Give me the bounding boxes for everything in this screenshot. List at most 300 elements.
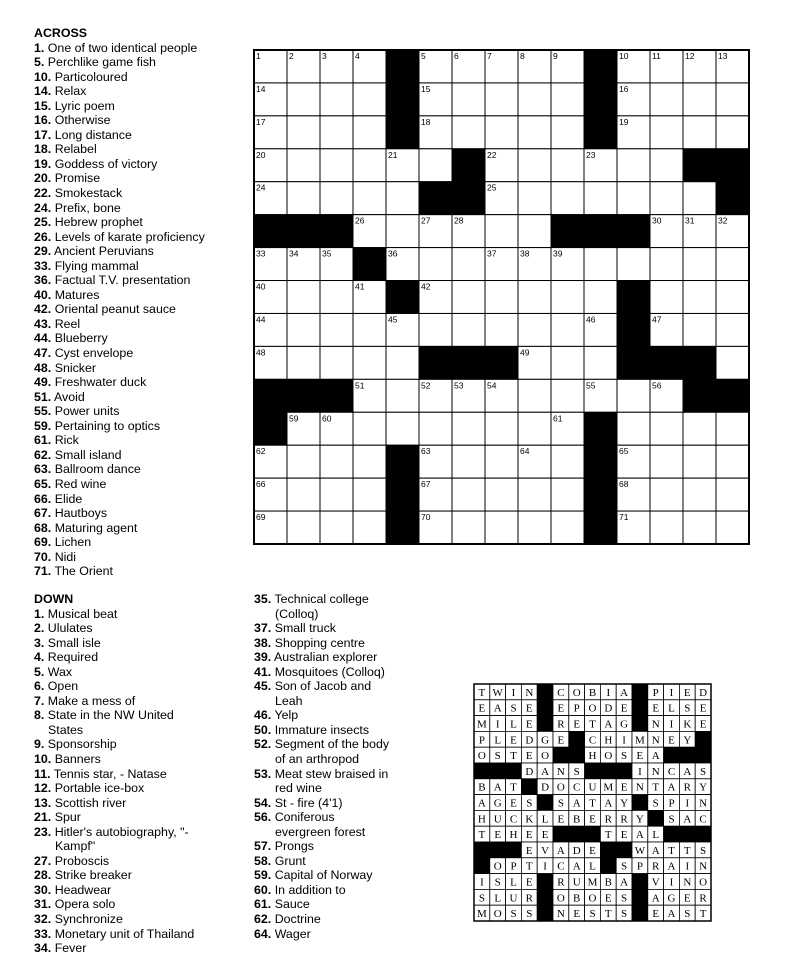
grid-cell[interactable] <box>353 346 386 379</box>
grid-cell[interactable] <box>518 116 551 149</box>
grid-cell[interactable] <box>518 412 551 445</box>
grid-cell[interactable] <box>683 281 716 314</box>
grid-cell[interactable] <box>683 445 716 478</box>
grid-cell[interactable] <box>584 281 617 314</box>
grid-cell[interactable] <box>452 511 485 544</box>
clue-number: 41. <box>254 664 272 679</box>
clue[interactable] <box>34 55 205 70</box>
grid-cell[interactable] <box>716 412 749 445</box>
clue[interactable] <box>254 854 389 869</box>
grid-cell[interactable] <box>617 149 650 182</box>
clue[interactable] <box>34 201 205 216</box>
grid-cell[interactable] <box>518 511 551 544</box>
clue[interactable] <box>34 535 205 550</box>
solution-black-square <box>585 826 601 842</box>
grid-cell[interactable] <box>320 281 353 314</box>
clue-text: Oriental peanut sauce <box>54 302 176 317</box>
grid-cell[interactable] <box>419 248 452 281</box>
black-square <box>452 346 485 379</box>
grid-cell[interactable] <box>287 149 320 182</box>
grid-cell[interactable] <box>518 182 551 215</box>
clue-text: Lichen <box>54 535 92 550</box>
grid-cell[interactable] <box>584 346 617 379</box>
across-clue-list <box>34 41 205 579</box>
solution-letter: A <box>556 844 565 857</box>
grid-cell[interactable] <box>386 412 419 445</box>
clue[interactable] <box>34 708 194 737</box>
grid-cell[interactable] <box>386 215 419 248</box>
clue[interactable] <box>34 259 205 274</box>
clue-text: Cyst envelope <box>54 346 134 361</box>
clue[interactable] <box>34 171 205 186</box>
grid-cell[interactable] <box>683 412 716 445</box>
grid-cell[interactable] <box>485 116 518 149</box>
clue[interactable] <box>34 752 194 767</box>
clue-text: Make a mess of <box>47 693 136 708</box>
clue[interactable] <box>34 564 205 579</box>
solution-black-square <box>474 858 490 874</box>
grid-cell[interactable] <box>716 445 749 478</box>
clue-number: 12. <box>34 781 52 796</box>
clue-number: 1. <box>34 40 45 55</box>
solution-letter: E <box>620 781 628 794</box>
grid-cell[interactable] <box>518 313 551 346</box>
grid-cell[interactable] <box>485 511 518 544</box>
clue-number: 28. <box>34 868 52 883</box>
clue[interactable] <box>34 84 205 99</box>
clue[interactable] <box>34 230 205 245</box>
solution-letter: B <box>478 781 486 794</box>
grid-cell[interactable] <box>617 248 650 281</box>
clue-number: 7. <box>34 693 45 708</box>
cell-number: 34 <box>289 248 299 259</box>
grid-cell[interactable] <box>716 248 749 281</box>
clue[interactable] <box>34 128 205 143</box>
solution-letter: P <box>652 686 659 699</box>
solution-letter: S <box>621 892 628 905</box>
grid-cell[interactable] <box>683 478 716 511</box>
grid-cell[interactable] <box>419 412 452 445</box>
clue[interactable] <box>34 781 194 796</box>
grid-cell[interactable] <box>716 83 749 116</box>
cell-number: 22 <box>487 149 497 160</box>
solution-letter: I <box>669 718 674 731</box>
grid-cell[interactable] <box>353 182 386 215</box>
clue[interactable] <box>34 796 194 811</box>
grid-cell[interactable] <box>485 215 518 248</box>
solution-letter: S <box>684 908 691 921</box>
solution-letter: A <box>620 686 629 699</box>
solution-letter: M <box>477 908 487 921</box>
clue[interactable] <box>34 419 205 434</box>
solution-letter: E <box>699 718 707 731</box>
grid-cell[interactable] <box>650 412 683 445</box>
grid-cell[interactable] <box>287 478 320 511</box>
grid-cell[interactable] <box>716 313 749 346</box>
clue[interactable] <box>34 404 205 419</box>
clue[interactable] <box>34 375 205 390</box>
clue[interactable] <box>34 506 205 521</box>
grid-cell[interactable] <box>716 116 749 149</box>
grid-cell[interactable] <box>485 83 518 116</box>
grid-cell[interactable] <box>683 248 716 281</box>
grid-cell[interactable] <box>353 511 386 544</box>
clue[interactable] <box>254 912 389 927</box>
grid-cell[interactable] <box>386 182 419 215</box>
crossword-grid[interactable] <box>253 49 750 545</box>
clue-number: 63. <box>34 462 52 477</box>
clue[interactable] <box>34 492 205 507</box>
clue[interactable] <box>254 708 389 723</box>
grid-cell[interactable] <box>287 445 320 478</box>
clue[interactable] <box>34 694 194 709</box>
grid-cell[interactable] <box>452 116 485 149</box>
grid-cell[interactable] <box>551 83 584 116</box>
solution-letter: E <box>620 829 628 842</box>
grid-cell[interactable] <box>683 182 716 215</box>
clue-text: Open <box>47 679 79 694</box>
clue-number: 58. <box>254 853 272 868</box>
clue-number: 18. <box>34 142 52 157</box>
clue[interactable] <box>34 810 194 825</box>
grid-cell[interactable] <box>452 445 485 478</box>
clue-number: 56. <box>254 810 272 825</box>
cell-number: 23 <box>586 149 596 160</box>
solution-letter: S <box>478 892 485 905</box>
grid-cell[interactable] <box>320 478 353 511</box>
grid-cell[interactable] <box>551 379 584 412</box>
grid-cell[interactable] <box>716 511 749 544</box>
grid-cell[interactable] <box>650 281 683 314</box>
clue[interactable] <box>34 825 194 854</box>
grid-cell[interactable] <box>716 478 749 511</box>
grid-cell[interactable] <box>650 445 683 478</box>
solution-black-square <box>537 874 553 890</box>
solution-letter: O <box>477 750 486 763</box>
solution-letter: P <box>478 734 485 747</box>
grid-cell[interactable] <box>518 281 551 314</box>
solution-letter: S <box>700 844 707 857</box>
cell-number: 45 <box>388 314 398 325</box>
grid-cell[interactable] <box>683 511 716 544</box>
solution-black-square <box>506 842 522 858</box>
clue[interactable] <box>34 157 205 172</box>
down-clue-list-2 <box>254 592 389 941</box>
grid-cell[interactable] <box>584 248 617 281</box>
clue-text: Musical beat <box>47 606 118 621</box>
clue[interactable] <box>254 810 389 839</box>
solution-letter: A <box>635 829 644 842</box>
grid-cell[interactable] <box>287 281 320 314</box>
grid-cell[interactable] <box>287 116 320 149</box>
clue[interactable] <box>34 621 194 636</box>
clue[interactable] <box>254 767 389 796</box>
grid-cell[interactable] <box>386 379 419 412</box>
grid-cell[interactable] <box>551 511 584 544</box>
grid-cell[interactable] <box>551 346 584 379</box>
grid-cell[interactable] <box>551 182 584 215</box>
clue[interactable] <box>34 288 205 303</box>
grid-cell[interactable] <box>287 313 320 346</box>
cell-number: 28 <box>454 215 464 226</box>
grid-cell[interactable] <box>617 182 650 215</box>
clue[interactable] <box>254 927 389 942</box>
grid-cell[interactable] <box>485 313 518 346</box>
solution-letter: E <box>589 813 596 826</box>
black-square <box>584 412 617 445</box>
clue[interactable] <box>34 854 194 869</box>
black-square <box>386 50 419 83</box>
solution-letter: C <box>573 781 581 794</box>
grid-cell[interactable] <box>452 313 485 346</box>
solution-letter: L <box>510 876 517 889</box>
solution-letter: H <box>588 750 597 763</box>
clue[interactable] <box>34 679 194 694</box>
solution-letter: E <box>525 750 533 763</box>
black-square <box>254 379 287 412</box>
solution-letter: P <box>573 702 580 715</box>
grid-cell[interactable] <box>518 478 551 511</box>
clue-text: Banners <box>54 752 101 767</box>
grid-cell[interactable] <box>683 313 716 346</box>
clue[interactable] <box>34 607 194 622</box>
clue[interactable] <box>34 477 205 492</box>
clue-text-continued: States <box>48 722 84 737</box>
grid-cell[interactable] <box>485 478 518 511</box>
grid-cell[interactable] <box>320 511 353 544</box>
grid-cell[interactable] <box>452 83 485 116</box>
black-square <box>386 511 419 544</box>
clue[interactable] <box>34 215 205 230</box>
solution-letter: E <box>683 686 691 699</box>
clue-number: 68. <box>34 520 52 535</box>
cell-number: 30 <box>652 215 662 226</box>
grid-cell[interactable] <box>683 83 716 116</box>
grid-cell[interactable] <box>551 116 584 149</box>
clue[interactable] <box>34 317 205 332</box>
grid-cell[interactable] <box>485 412 518 445</box>
solution-letter: C <box>557 686 565 699</box>
cell-number: 55 <box>586 380 596 391</box>
grid-cell[interactable] <box>551 445 584 478</box>
clue[interactable] <box>34 302 205 317</box>
grid-cell[interactable] <box>551 313 584 346</box>
solution-letter: N <box>651 765 660 778</box>
grid-cell[interactable] <box>353 445 386 478</box>
grid-cell[interactable] <box>320 313 353 346</box>
clue[interactable] <box>254 723 389 738</box>
grid-cell[interactable] <box>650 116 683 149</box>
solution-letter: L <box>494 892 502 905</box>
cell-number: 31 <box>685 215 695 226</box>
solution-letter: A <box>493 781 502 794</box>
grid-cell[interactable] <box>485 281 518 314</box>
grid-cell[interactable] <box>551 149 584 182</box>
solution-letter: T <box>668 844 675 857</box>
clue[interactable] <box>34 868 194 883</box>
solution-letter: D <box>699 686 708 699</box>
clue[interactable] <box>34 113 205 128</box>
clue[interactable] <box>34 767 194 782</box>
grid-cell[interactable] <box>419 313 452 346</box>
grid-cell[interactable] <box>518 215 551 248</box>
solution-letter: A <box>493 702 502 715</box>
clue[interactable] <box>34 273 205 288</box>
clue-number: 16. <box>34 113 52 128</box>
clue[interactable] <box>254 650 389 665</box>
clue[interactable] <box>34 433 205 448</box>
clue[interactable] <box>34 462 205 477</box>
grid-cell[interactable] <box>650 182 683 215</box>
grid-cell[interactable] <box>353 313 386 346</box>
clue[interactable] <box>34 897 194 912</box>
grid-cell[interactable] <box>518 379 551 412</box>
solution-letter: L <box>510 718 517 731</box>
cell-number: 66 <box>256 479 266 490</box>
clue[interactable] <box>34 737 194 752</box>
grid-cell[interactable] <box>320 445 353 478</box>
grid-cell[interactable] <box>650 511 683 544</box>
clue[interactable] <box>34 99 205 114</box>
grid-cell[interactable] <box>353 478 386 511</box>
solution-letter: D <box>604 702 613 715</box>
clue[interactable] <box>254 636 389 651</box>
grid-cell[interactable] <box>353 83 386 116</box>
grid-cell[interactable] <box>584 182 617 215</box>
cell-number: 20 <box>256 149 266 160</box>
grid-cell[interactable] <box>320 182 353 215</box>
clue-text: Lyric poem <box>54 98 115 113</box>
grid-cell[interactable] <box>716 281 749 314</box>
cell-number: 37 <box>487 248 497 259</box>
clue-text: Headwear <box>54 882 112 897</box>
grid-cell[interactable] <box>452 412 485 445</box>
clue[interactable] <box>34 346 205 361</box>
clue-text: Scottish river <box>54 795 127 810</box>
grid-cell[interactable] <box>320 83 353 116</box>
grid-cell[interactable] <box>650 248 683 281</box>
grid-cell[interactable] <box>518 83 551 116</box>
grid-cell[interactable] <box>320 116 353 149</box>
clue[interactable] <box>34 650 194 665</box>
clue-text: Prefix, bone <box>54 200 121 215</box>
grid-cell[interactable] <box>650 83 683 116</box>
clue-number: 59. <box>34 418 52 433</box>
grid-cell[interactable] <box>452 478 485 511</box>
solution-letter: C <box>509 813 518 826</box>
solution-letter: U <box>493 813 502 826</box>
grid-cell[interactable] <box>386 346 419 379</box>
clue[interactable] <box>34 70 205 85</box>
clue[interactable] <box>254 679 389 708</box>
clue[interactable] <box>34 665 194 680</box>
clue[interactable] <box>254 883 389 898</box>
solution-letter: N <box>699 797 708 810</box>
clue[interactable] <box>254 796 389 811</box>
clue[interactable] <box>34 390 205 405</box>
black-square <box>617 215 650 248</box>
clue[interactable] <box>254 737 389 766</box>
clue-number: 66. <box>34 491 52 506</box>
grid-cell[interactable] <box>485 445 518 478</box>
clue[interactable] <box>34 361 205 376</box>
clue-text: Perchlike game fish <box>47 55 156 70</box>
solution-letter: G <box>667 892 676 905</box>
grid-cell[interactable] <box>287 511 320 544</box>
grid-cell[interactable] <box>287 83 320 116</box>
grid-cell[interactable] <box>716 346 749 379</box>
clue[interactable] <box>254 592 389 621</box>
clue-text: Relabel <box>54 142 97 157</box>
clue[interactable] <box>254 868 389 883</box>
grid-cell[interactable] <box>452 248 485 281</box>
clue-number: 37. <box>254 621 272 636</box>
solution-letter: T <box>510 781 517 794</box>
grid-cell[interactable] <box>353 412 386 445</box>
clue[interactable] <box>34 142 205 157</box>
clue[interactable] <box>254 665 389 680</box>
cell-number: 3 <box>322 51 327 61</box>
clue[interactable] <box>34 941 194 956</box>
clue[interactable] <box>34 331 205 346</box>
grid-cell[interactable] <box>419 149 452 182</box>
across-clues <box>34 26 205 579</box>
clue-text: Ballroom dance <box>54 462 141 477</box>
grid-cell[interactable] <box>650 478 683 511</box>
solution-black-square <box>537 795 553 811</box>
clue[interactable] <box>34 636 194 651</box>
grid-cell[interactable] <box>650 149 683 182</box>
grid-cell[interactable] <box>353 149 386 182</box>
grid-cell[interactable] <box>617 412 650 445</box>
grid-cell[interactable] <box>551 281 584 314</box>
clue-text-continued: evergreen forest <box>275 824 366 839</box>
grid-cell[interactable] <box>320 346 353 379</box>
clue[interactable] <box>34 244 205 259</box>
clue[interactable] <box>34 883 194 898</box>
cell-number: 27 <box>421 215 431 226</box>
clue[interactable] <box>34 912 194 927</box>
grid-cell[interactable] <box>320 149 353 182</box>
grid-cell[interactable] <box>683 116 716 149</box>
clue[interactable] <box>34 186 205 201</box>
clue[interactable] <box>254 839 389 854</box>
grid-cell[interactable] <box>551 478 584 511</box>
grid-cell[interactable] <box>287 346 320 379</box>
clue-number: 62. <box>34 447 52 462</box>
grid-cell[interactable] <box>518 149 551 182</box>
clue[interactable] <box>34 521 205 536</box>
grid-cell[interactable] <box>617 379 650 412</box>
solution-letter: E <box>557 702 565 715</box>
clue[interactable] <box>254 621 389 636</box>
clue[interactable] <box>34 41 205 56</box>
grid-cell[interactable] <box>452 281 485 314</box>
clue-text: Snicker <box>54 360 97 375</box>
clue-number: 17. <box>34 127 52 142</box>
clue-text: St - fire (4'1) <box>274 795 343 810</box>
black-square <box>419 182 452 215</box>
grid-cell[interactable] <box>287 182 320 215</box>
clue[interactable] <box>34 927 194 942</box>
grid-cell[interactable] <box>353 116 386 149</box>
clue-number: 25. <box>34 215 52 230</box>
solution-black-square <box>521 779 537 795</box>
cell-number: 25 <box>487 182 497 193</box>
clue[interactable] <box>34 550 205 565</box>
clue[interactable] <box>254 897 389 912</box>
clue[interactable] <box>34 448 205 463</box>
